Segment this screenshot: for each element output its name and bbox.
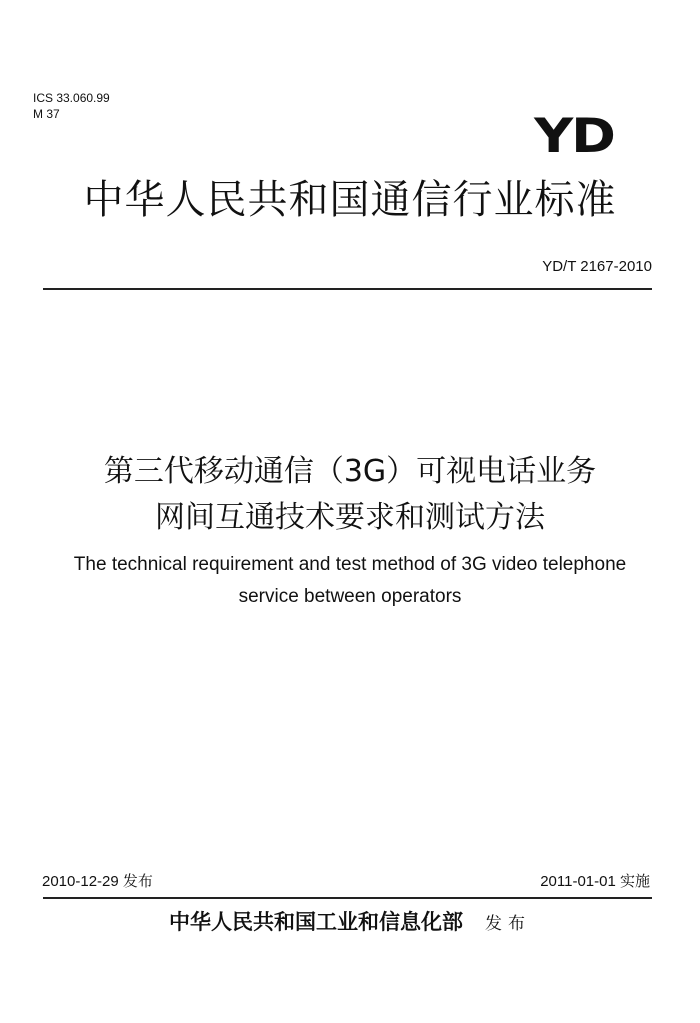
chinese-title-line-1: 第三代移动通信（3G）可视电话业务	[103, 454, 597, 489]
yd-logo: YD	[534, 108, 614, 164]
standard-title: 中华人民共和国通信行业标准	[83, 177, 617, 223]
issuer-line	[0, 906, 700, 936]
category-code: M 37	[33, 107, 60, 121]
top-divider	[43, 288, 652, 290]
english-title-line-1: The technical requirement and test method of 3G video telephone	[73, 554, 627, 575]
chinese-title-line-2: 网间互通技术要求和测试方法	[155, 500, 545, 535]
bottom-divider	[43, 897, 652, 899]
issuer-name: 中华人民共和国工业和信息化部	[169, 909, 463, 934]
implementation-date: 2011-01-01 实施	[540, 873, 650, 890]
standard-number: YD/T 2167-2010	[542, 258, 652, 275]
issuer-action: 发布	[485, 914, 531, 934]
issue-date: 2010-12-29 发布	[42, 873, 153, 890]
ics-code: ICS 33.060.99	[33, 91, 110, 105]
classification-block	[33, 90, 110, 122]
english-title-line-2: service between operators	[238, 586, 462, 607]
